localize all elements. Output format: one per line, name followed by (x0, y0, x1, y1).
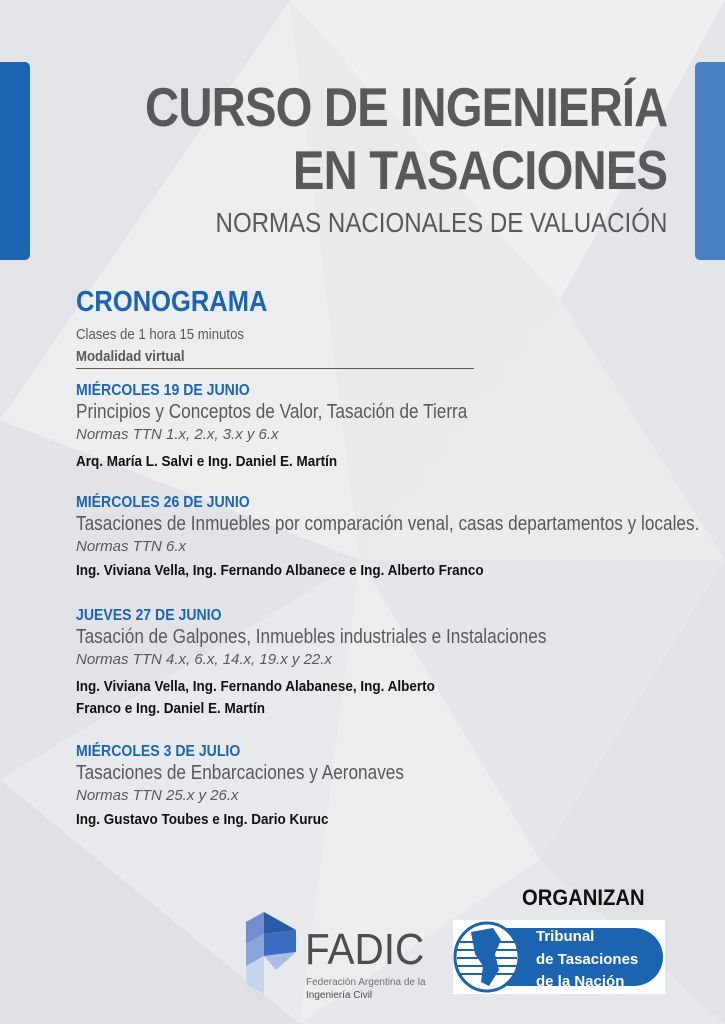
session-2 (76, 494, 706, 582)
right-accent-bar (695, 62, 725, 260)
modality: Modalidad virtual (76, 348, 185, 365)
course-subtitle: NORMAS NACIONALES DE VALUACIÓN (215, 207, 667, 238)
organizers-label: ORGANIZAN (522, 885, 645, 910)
fadic-logo-icon (246, 912, 300, 994)
session-date: MIÉRCOLES 3 DE JULIO (76, 743, 241, 760)
session-norms: Normas TTN 25.x y 26.x (76, 787, 239, 804)
session-speakers-line-2: Franco e Ing. Daniel E. Martín (76, 700, 266, 717)
session-1 (76, 382, 706, 473)
course-title-line-1: CURSO DE INGENIERÍA (144, 76, 667, 138)
session-3 (76, 607, 706, 720)
session-topic: Tasaciones de Inmuebles por comparación venal, casas departamentos y locales. (76, 513, 700, 535)
session-date: JUEVES 27 DE JUNIO (76, 607, 222, 624)
ttn-name-line-2: de Tasaciones (536, 951, 639, 968)
session-speakers: Arq. María L. Salvi e Ing. Daniel E. Martín (76, 453, 338, 470)
schedule-heading: CRONOGRAMA (76, 286, 268, 318)
ttn-name-line-1: Tribunal (536, 928, 595, 945)
session-speakers: Ing. Gustavo Toubes e Ing. Dario Kuruc (76, 811, 329, 828)
fadic-wordmark: FADIC (305, 925, 425, 974)
divider (76, 368, 474, 369)
session-4 (76, 743, 706, 831)
course-title-line-2: EN TASACIONES (292, 139, 667, 201)
fadic-tagline-1: Federación Argentina de la (306, 977, 426, 988)
session-speakers-line-1: Ing. Viviana Vella, Ing. Fernando Alabanese, Ing. Alberto (76, 678, 435, 695)
session-norms: Normas TTN 1.x, 2.x, 3.x y 6.x (76, 426, 279, 443)
session-norms: Normas TTN 4.x, 6.x, 14.x, 19.x y 22.x (76, 651, 332, 668)
session-date: MIÉRCOLES 26 DE JUNIO (76, 494, 250, 511)
fadic-tagline-2: Ingeniería Civil (306, 990, 373, 1001)
session-date: MIÉRCOLES 19 DE JUNIO (76, 382, 250, 399)
session-norms: Normas TTN 6.x (76, 538, 187, 555)
ttn-name-line-3: de la Nación (536, 973, 625, 990)
session-topic: Tasación de Galpones, Inmuebles industriales e Instalaciones (76, 626, 547, 648)
left-accent-bar (0, 62, 30, 260)
session-topic: Tasaciones de Enbarcaciones y Aeronaves (76, 762, 404, 784)
session-speakers: Ing. Viviana Vella, Ing. Fernando Albanece e Ing. Alberto Franco (76, 562, 484, 579)
class-length: Clases de 1 hora 15 minutos (76, 326, 245, 343)
session-topic: Principios y Conceptos de Valor, Tasación de Tierra (76, 401, 468, 423)
